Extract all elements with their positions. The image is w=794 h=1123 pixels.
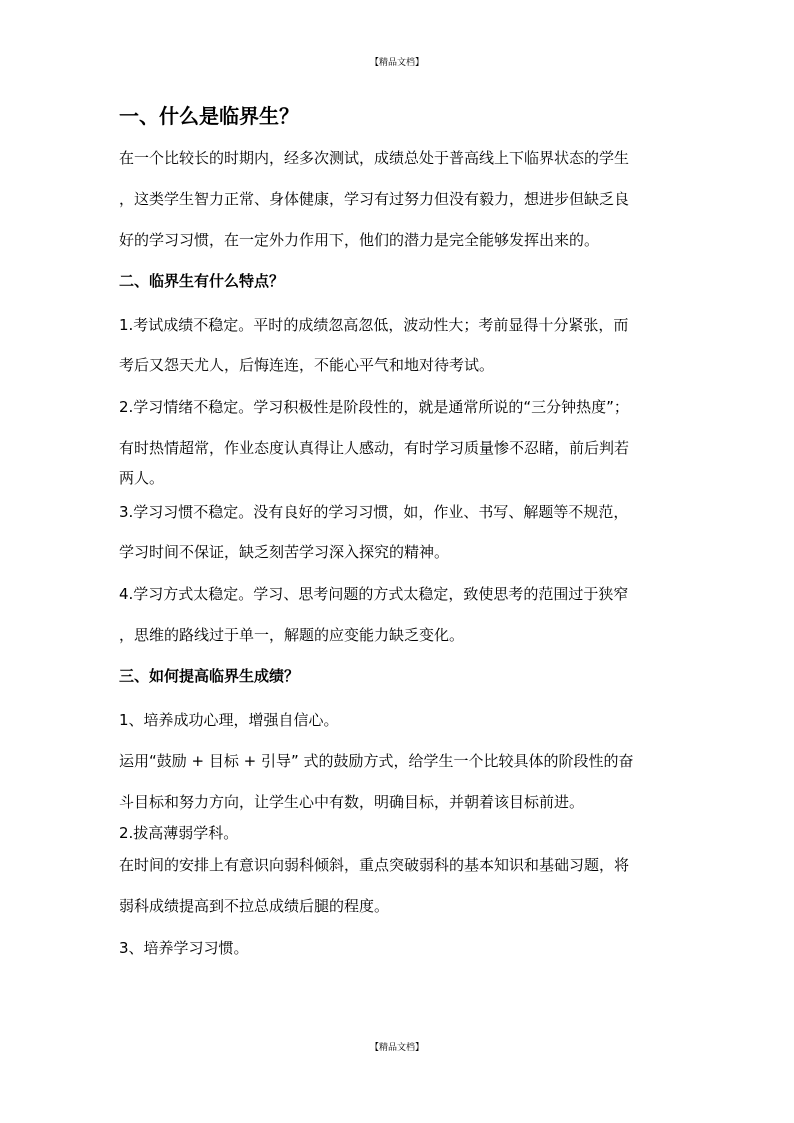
paragraph-line: 斗目标和努力方向，让学生心中有数，明确目标，并朝着该目标前进。 <box>119 793 585 811</box>
section-2-heading: 二、临界生有什么特点？ <box>119 272 285 290</box>
paragraph-line: 2.拔高薄弱学科。 <box>119 824 239 842</box>
paragraph-line: 1.考试成绩不稳定。平时的成绩忽高忽低，波动性大；考前显得十分紧张，而 <box>119 316 629 334</box>
paragraph-line: 在时间的安排上有意识向弱科倾斜，重点突破弱科的基本知识和基础习题，将 <box>119 856 630 874</box>
paragraph-line: 在一个比较长的时期内，经多次测试，成绩总处于普高线上下临界状态的学生 <box>119 149 630 167</box>
paragraph-line: ，这类学生智力正常、身体健康，学习有过努力但没有毅力，想进步但缺乏良 <box>119 190 630 208</box>
paragraph-line: 两人。 <box>119 469 165 487</box>
paragraph-line: 学习时间不保证，缺乏刻苦学习深入探究的精神。 <box>119 543 450 561</box>
paragraph-line: 1、培养成功心理，增强自信心。 <box>119 711 339 729</box>
paragraph-line: 3、培养学习习惯。 <box>119 939 249 957</box>
page-footer: 【精品文档】 <box>369 1043 424 1053</box>
paragraph-line: 运用“鼓励 + 目标 + 引导” 式的鼓励方式，给学生一个比较具体的阶段性的奋 <box>119 752 634 770</box>
paragraph-line: 3.学习习惯不稳定。没有良好的学习习惯，如，作业、书写、解题等不规范， <box>119 503 629 521</box>
section-3-heading: 三、如何提高临界生成绩？ <box>119 667 300 685</box>
section-1-heading: 一、什么是临界生？ <box>119 104 299 128</box>
paragraph-line: 考后又怨天尤人，后悔连连，不能心平气和地对待考试。 <box>119 356 495 374</box>
paragraph-line: 4.学习方式太稳定。学习、思考问题的方式太稳定，致使思考的范围过于狭窄 <box>119 585 629 603</box>
paragraph-line: 弱科成绩提高到不拉总成绩后腿的程度。 <box>119 897 390 915</box>
paragraph-line: 有时热情超常，作业态度认真得让人感动，有时学习质量惨不忍睹，前后判若 <box>119 439 630 457</box>
paragraph-line: ，思维的路线过于单一，解题的应变能力缺乏变化。 <box>119 626 465 644</box>
paragraph-line: 好的学习习惯，在一定外力作用下，他们的潜力是完全能够发挥出来的。 <box>119 231 600 249</box>
page-header: 【精品文档】 <box>369 58 424 68</box>
paragraph-line: 2.学习情绪不稳定。学习积极性是阶段性的，就是通常所说的“三分钟热度”； <box>119 398 629 416</box>
